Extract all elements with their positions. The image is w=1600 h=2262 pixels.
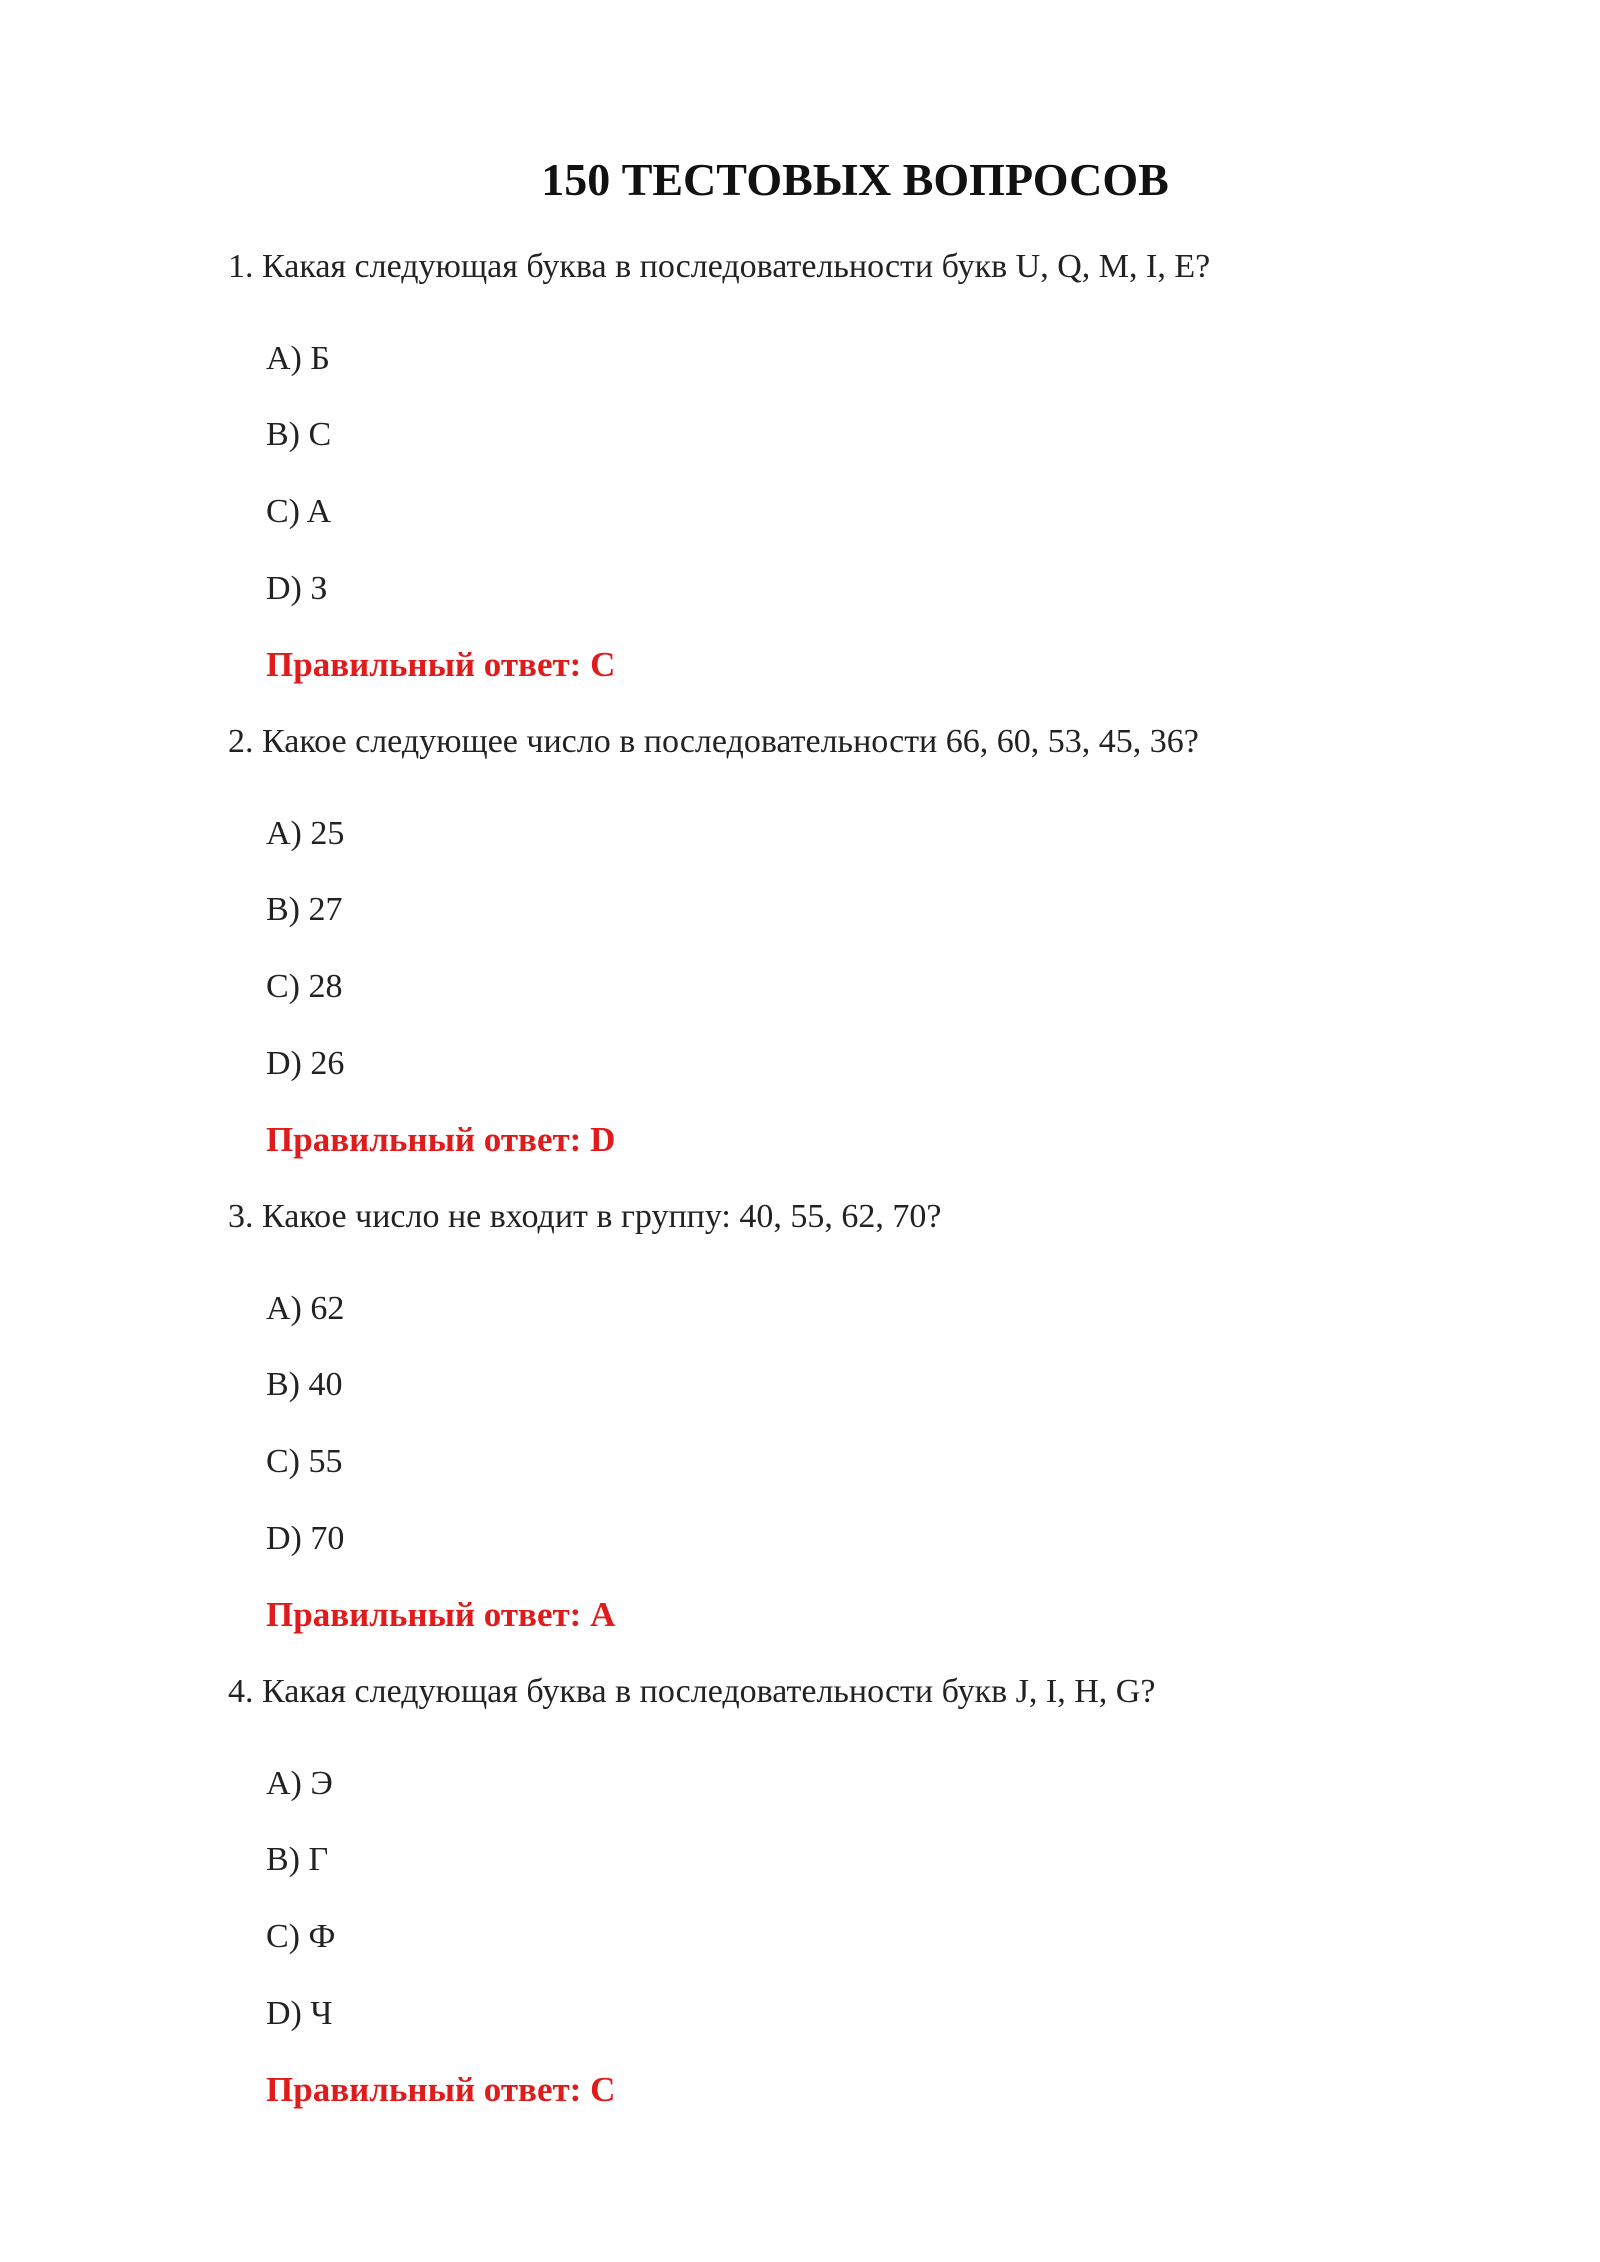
option-b: B) C	[266, 416, 332, 453]
option-c: C) 28	[266, 968, 343, 1005]
option-c: C) A	[266, 493, 332, 530]
option-d: D) Ч	[266, 1995, 333, 2032]
question-text: 4. Какая следующая буква в последовательности букв J, I, H, G?	[228, 1673, 1156, 1710]
option-d: D) З	[266, 570, 328, 607]
correct-answer: Правильный ответ: D	[266, 1120, 616, 1159]
option-b: B) 27	[266, 891, 343, 928]
option-a: A) Б	[266, 340, 330, 377]
correct-answer: Правильный ответ: C	[266, 2070, 616, 2109]
option-c: C) 55	[266, 1443, 343, 1480]
question-text: 1. Какая следующая буква в последовательности букв U, Q, M, I, E?	[228, 248, 1211, 285]
option-d: D) 70	[266, 1520, 345, 1557]
option-a: A) 62	[266, 1290, 345, 1327]
option-a: A) Э	[266, 1765, 333, 1802]
question-block	[0, 245, 1600, 720]
page-title: 150 ТЕСТОВЫХ ВОПРОСОВ	[541, 154, 1169, 205]
correct-answer: Правильный ответ: C	[266, 645, 616, 684]
option-c: C) Ф	[266, 1918, 336, 1955]
question-block	[0, 1195, 1600, 1670]
question-text: 2. Какое следующее число в последовательности 66, 60, 53, 45, 36?	[228, 723, 1199, 760]
option-b: B) Г	[266, 1841, 329, 1878]
option-a: A) 25	[266, 815, 345, 852]
correct-answer: Правильный ответ: A	[266, 1595, 616, 1634]
question-block	[0, 720, 1600, 1195]
option-d: D) 26	[266, 1045, 345, 1082]
question-block	[0, 1670, 1600, 2145]
option-b: B) 40	[266, 1366, 343, 1403]
question-text: 3. Какое число не входит в группу: 40, 55, 62, 70?	[228, 1198, 942, 1235]
